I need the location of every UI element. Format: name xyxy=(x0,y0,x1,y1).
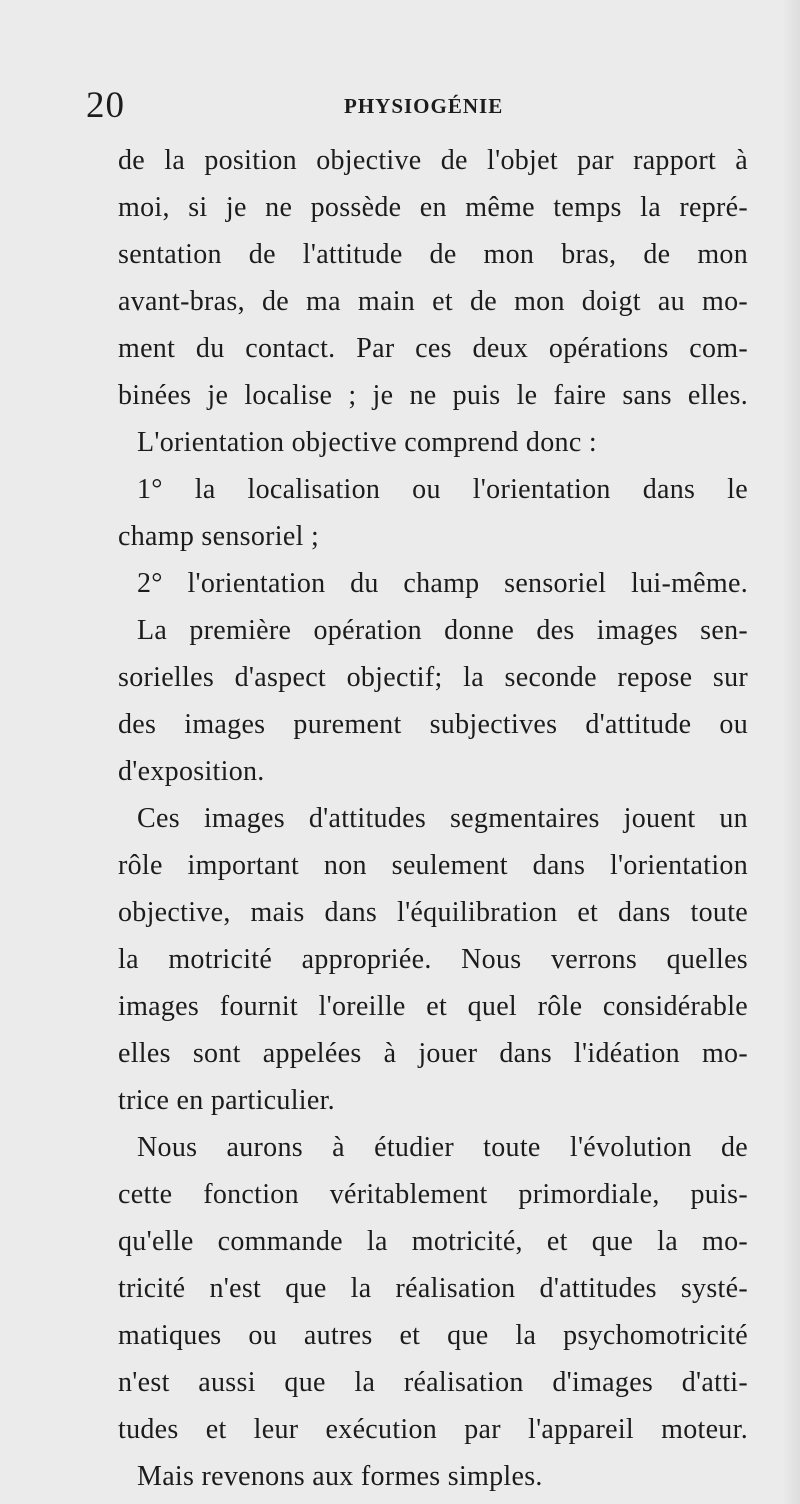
text-line: la motricité appropriée. Nous verrons quelles xyxy=(118,944,748,975)
body-text xyxy=(118,137,748,1500)
text-line: d'exposition. xyxy=(118,756,265,787)
text-line: tudes et leur exécution par l'appareil moteur. xyxy=(118,1414,748,1445)
text-line: n'est aussi que la réalisation d'images d'atti- xyxy=(118,1367,748,1398)
text-line: ment du contact. Par ces deux opérations com- xyxy=(118,333,748,364)
text-line: Ces images d'attitudes segmentaires jouent un xyxy=(137,803,748,834)
text-line: La première opération donne des images sen- xyxy=(137,615,748,646)
text-line: cette fonction véritablement primordiale, puis- xyxy=(118,1179,748,1210)
text-line: trice en particulier. xyxy=(118,1085,335,1116)
text-line: rôle important non seulement dans l'orientation xyxy=(118,850,748,881)
text-line: images fournit l'oreille et quel rôle considérable xyxy=(118,991,748,1022)
text-line: L'orientation objective comprend donc : xyxy=(137,427,597,458)
text-line: moi, si je ne possède en même temps la repré- xyxy=(118,192,748,223)
text-line: Nous aurons à étudier toute l'évolution de xyxy=(137,1132,748,1163)
running-title: PHYSIOGÉNIE xyxy=(344,94,504,118)
text-line: 2° l'orientation du champ sensoriel lui-même. xyxy=(137,568,748,599)
text-line: sorielles d'aspect objectif; la seconde repose sur xyxy=(118,662,748,693)
page-number: 20 xyxy=(86,85,125,126)
running-head xyxy=(86,84,786,128)
text-line: tricité n'est que la réalisation d'attitudes systé- xyxy=(118,1273,748,1304)
text-line: Mais revenons aux formes simples. xyxy=(137,1461,543,1492)
text-line: avant-bras, de ma main et de mon doigt au mo- xyxy=(118,286,748,317)
page-edge-shadow xyxy=(782,0,800,1504)
text-line: 1° la localisation ou l'orientation dans le xyxy=(137,474,748,505)
text-line: champ sensoriel ; xyxy=(118,521,320,552)
text-line: des images purement subjectives d'attitude ou xyxy=(118,709,748,740)
text-line: sentation de l'attitude de mon bras, de mon xyxy=(118,239,748,270)
text-line: objective, mais dans l'équilibration et dans toute xyxy=(118,897,748,928)
text-line: matiques ou autres et que la psychomotricité xyxy=(118,1320,748,1351)
text-line: binées je localise ; je ne puis le faire sans elles. xyxy=(118,380,748,411)
text-line: qu'elle commande la motricité, et que la mo- xyxy=(118,1226,748,1257)
text-line: de la position objective de l'objet par rapport à xyxy=(118,145,748,176)
text-line: elles sont appelées à jouer dans l'idéation mo- xyxy=(118,1038,748,1069)
